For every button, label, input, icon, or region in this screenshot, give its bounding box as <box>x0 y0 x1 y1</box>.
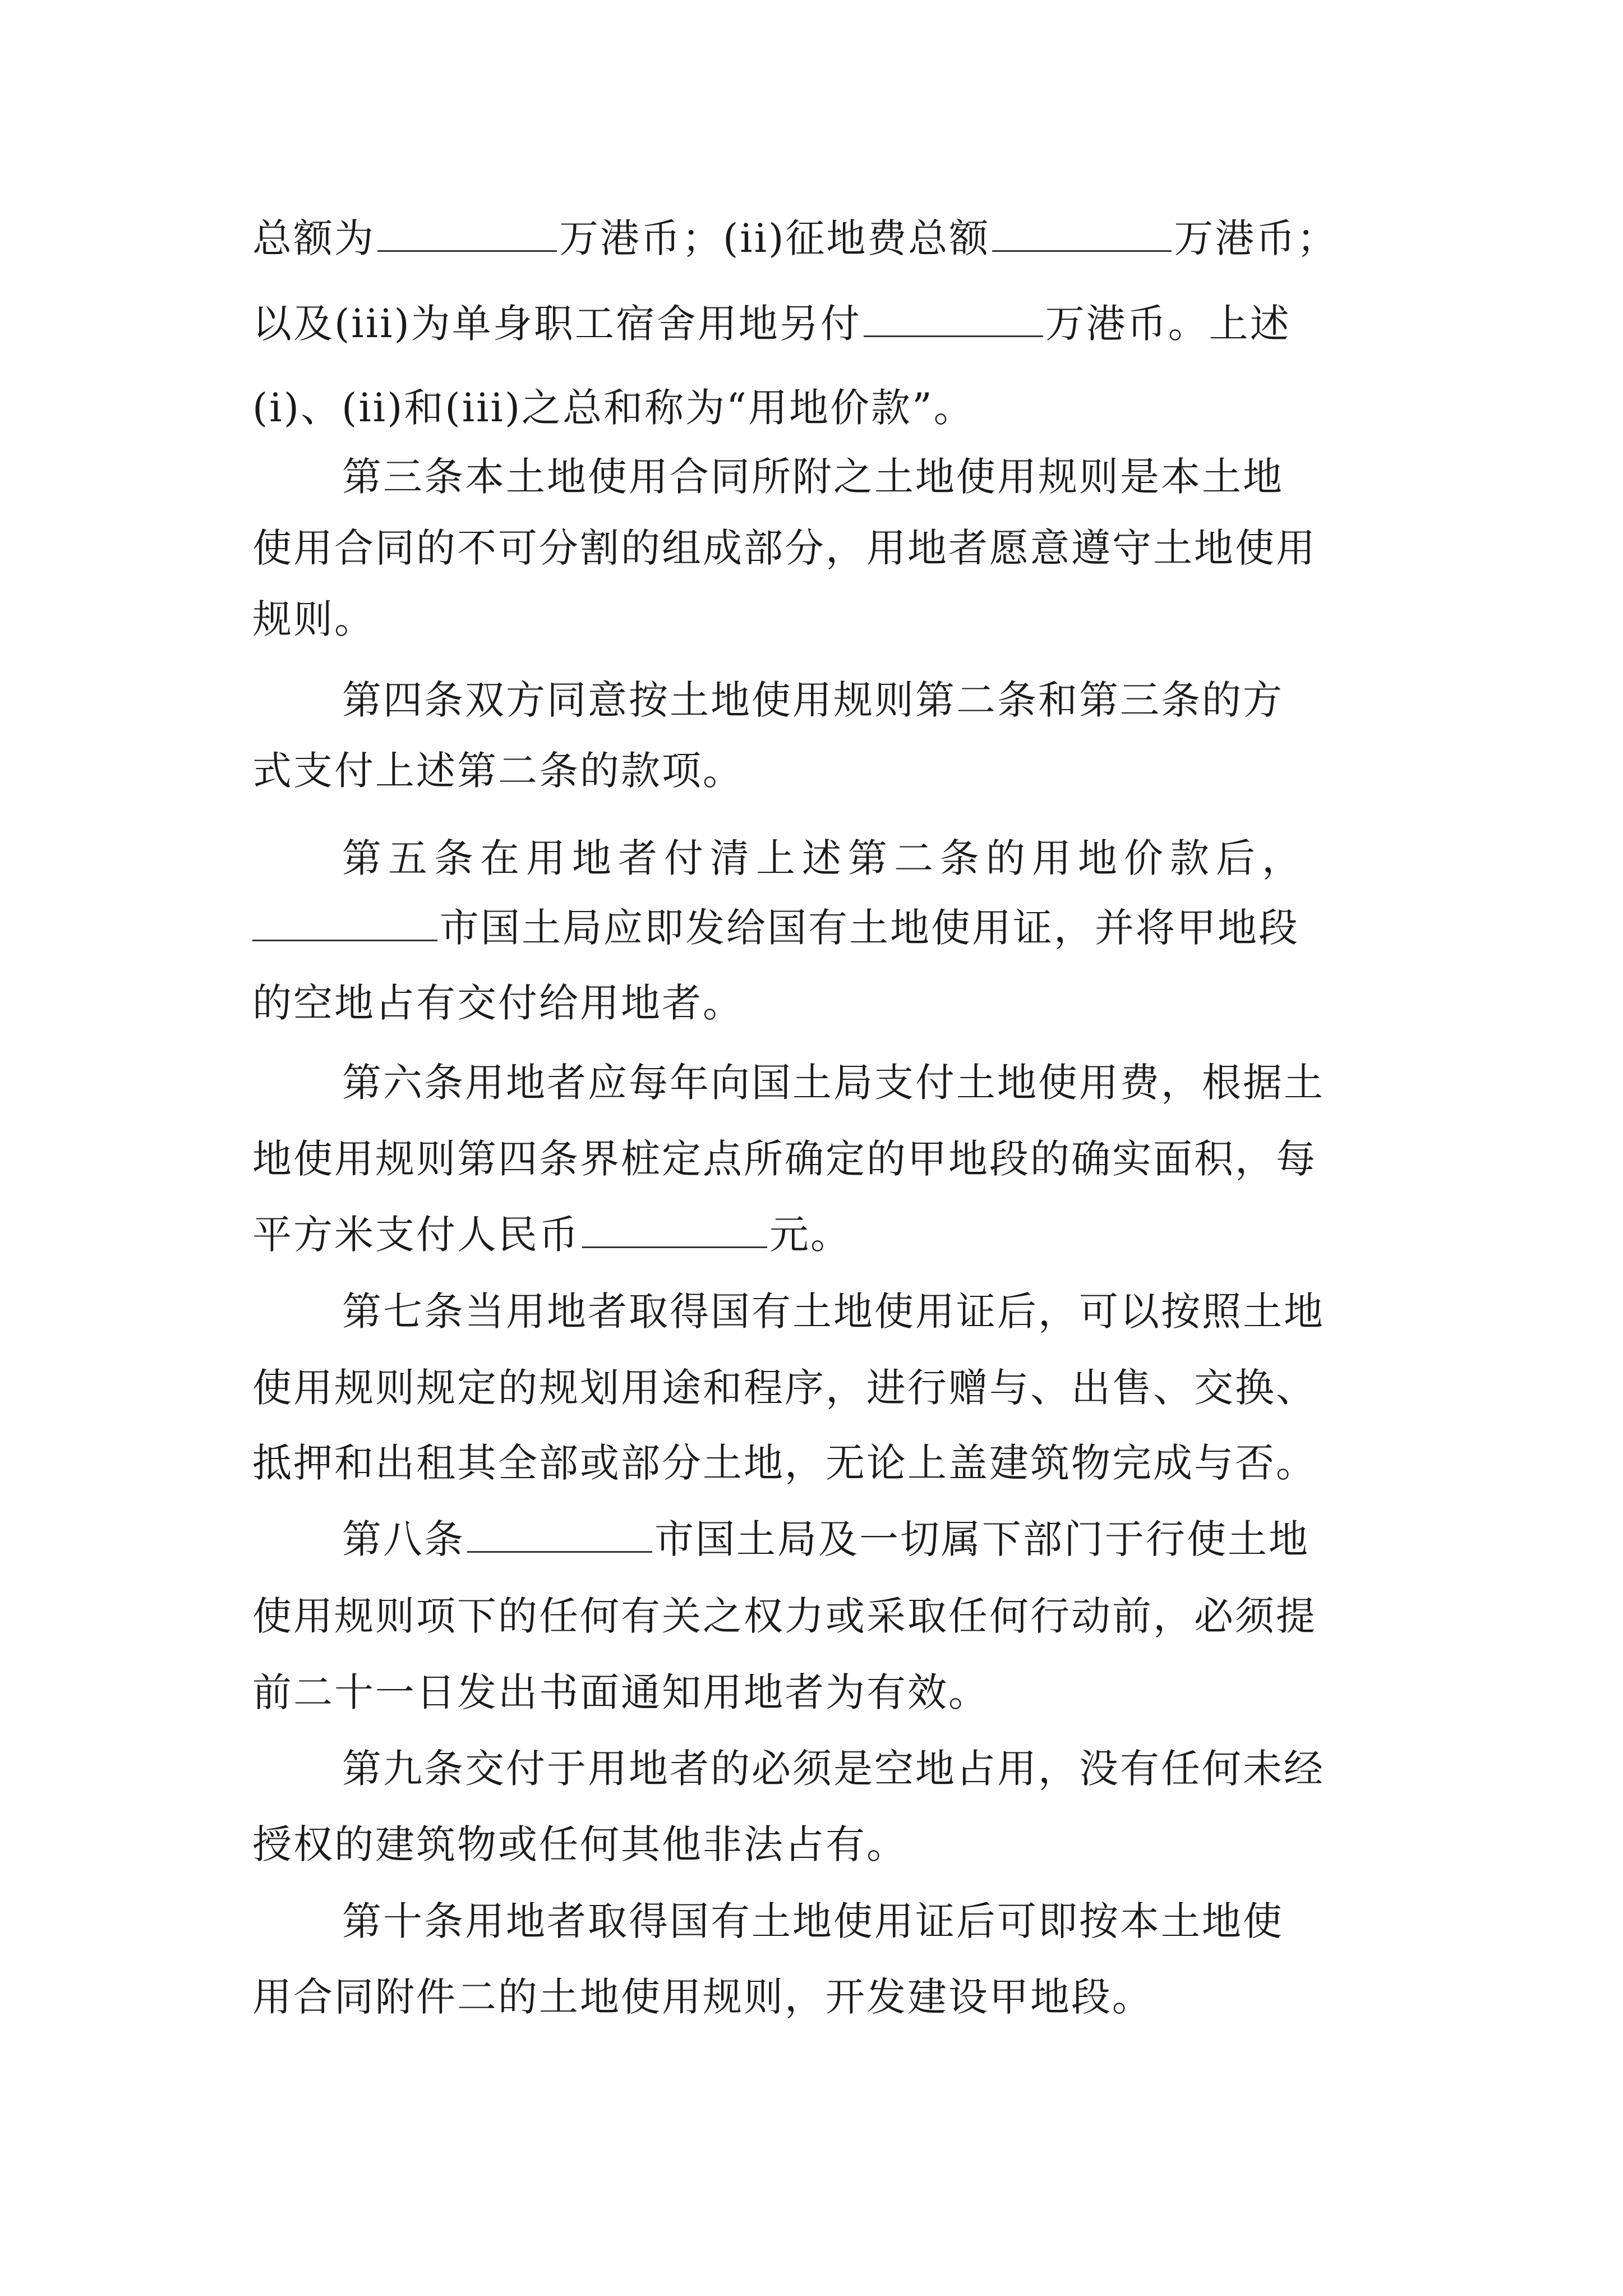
fill-in-blank[interactable] <box>377 215 557 252</box>
fill-in-blank[interactable] <box>252 905 437 941</box>
text-line <box>252 296 1291 352</box>
text-line <box>252 591 375 647</box>
text-segment: 使用规则规定的规划用途和程序，进行赠与、出售、交换、 <box>252 1365 1317 1411</box>
text-segment: 第五条在用地者付清上述第二条的用地价款后， <box>342 835 1308 881</box>
text-segment: 第十条用地者取得国有土地使用证后可即按本土地使 <box>342 1898 1284 1944</box>
text-segment: 前二十一日发出书面通知用地者为有效。 <box>252 1669 989 1715</box>
text-segment: (i)、(ii)和(iii)之总和称为“用地价款”。 <box>252 385 975 431</box>
fill-in-blank[interactable] <box>864 301 1043 337</box>
text-line <box>252 975 744 1031</box>
text-segment: 用合同附件二的土地使用规则，开发建设甲地段。 <box>252 1974 1153 2020</box>
paragraph-start-line <box>342 1893 1284 1949</box>
paragraph-start-line <box>342 449 1284 505</box>
text-segment: 第六条用地者应每年向国土局支付土地使用费，根据土 <box>342 1060 1325 1106</box>
text-segment: 第八条 <box>342 1516 465 1562</box>
text-line <box>252 380 975 436</box>
text-line <box>252 1816 907 1872</box>
text-segment: 以及(iii)为单身职工宿舍用地另付 <box>252 301 861 347</box>
paragraph-start-line <box>342 672 1284 728</box>
text-segment: 市国土局应即发给国有土地使用证，并将甲地段 <box>440 905 1299 951</box>
paragraph-start-line <box>342 1283 1325 1340</box>
text-segment: 地使用规则第四条界桩定点所确定的甲地段的确实面积，每 <box>252 1136 1317 1182</box>
text-segment: 总额为 <box>252 215 375 261</box>
fill-in-blank[interactable] <box>467 1516 652 1553</box>
text-segment: 授权的建筑物或任何其他非法占有。 <box>252 1821 907 1867</box>
text-segment: 第七条当用地者取得国有土地使用证后，可以按照土地 <box>342 1289 1325 1335</box>
fill-in-blank[interactable] <box>992 215 1172 252</box>
text-segment: 元。 <box>769 1212 851 1258</box>
text-segment: 市国土局及一切属下部门于行使土地 <box>654 1516 1310 1562</box>
text-line <box>252 743 744 799</box>
text-segment: 的空地占有交付给用地者。 <box>252 980 744 1026</box>
text-segment: 规则。 <box>252 596 375 642</box>
paragraph-start-line <box>342 1511 1310 1567</box>
text-line <box>252 520 1317 576</box>
text-line <box>252 1435 1317 1491</box>
text-segment: 使用合同的不可分割的组成部分，用地者愿意遵守土地使用 <box>252 525 1317 571</box>
paragraph-start-line <box>342 830 1308 886</box>
text-segment: 第四条双方同意按土地使用规则第二条和第三条的方 <box>342 677 1284 723</box>
text-line <box>252 210 1338 266</box>
text-segment: 式支付上述第二条的款项。 <box>252 748 744 794</box>
text-segment: 万港币。上述 <box>1045 301 1291 347</box>
text-line <box>252 900 1299 956</box>
fill-in-blank[interactable] <box>582 1212 767 1248</box>
text-line <box>252 1131 1317 1187</box>
paragraph-start-line <box>342 1055 1325 1111</box>
text-segment: 使用规则项下的任何有关之权力或采取任何行动前，必须提 <box>252 1593 1317 1639</box>
text-segment: 第九条交付于用地者的必须是空地占用，没有任何未经 <box>342 1746 1325 1792</box>
text-line <box>252 1969 1153 2025</box>
text-segment: 抵押和出租其全部或部分土地，无论上盖建筑物完成与否。 <box>252 1440 1317 1486</box>
text-line <box>252 1588 1317 1644</box>
text-line <box>252 1207 851 1263</box>
paragraph-start-line <box>342 1741 1325 1797</box>
text-segment: 第三条本土地使用合同所附之土地使用规则是本土地 <box>342 454 1284 500</box>
text-segment: 万港币；(ii)征地费总额 <box>559 215 990 261</box>
text-line <box>252 1664 989 1720</box>
text-line <box>252 1360 1317 1416</box>
text-segment: 万港币； <box>1174 215 1338 261</box>
text-segment: 平方米支付人民币 <box>252 1212 580 1258</box>
